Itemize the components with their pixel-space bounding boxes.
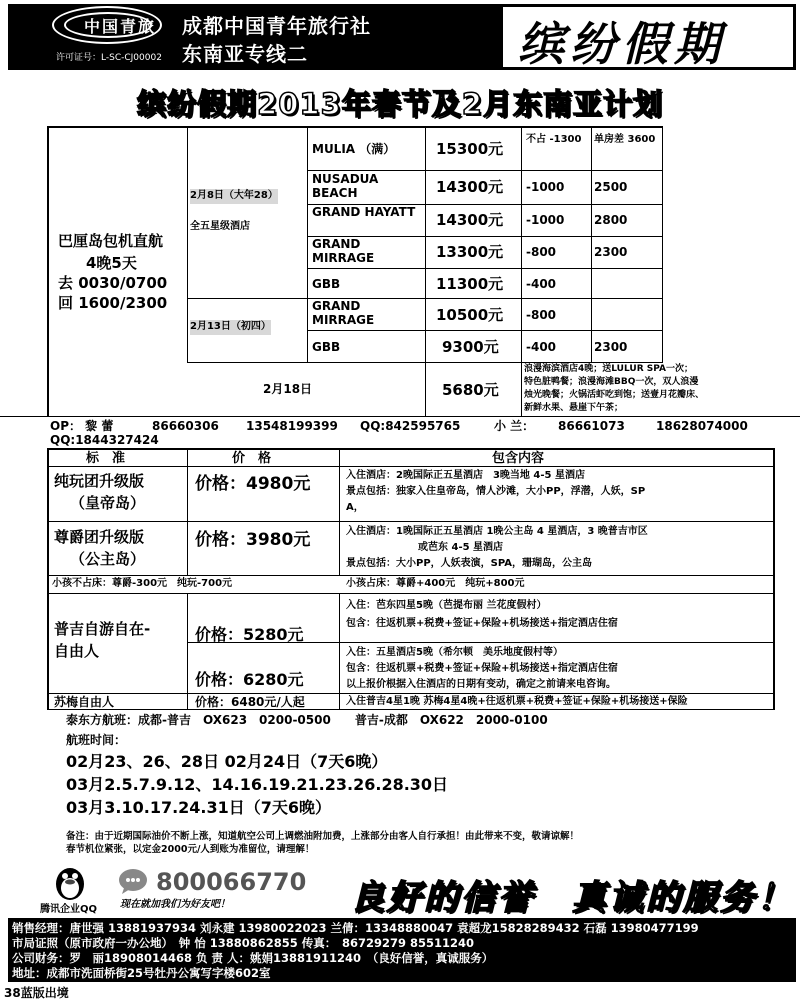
footer-contacts: 公司财务：罗 丽18908014468 负 责 人：姚娟13881911240 （良好信誉，真诚服务） [12,951,494,965]
phone-number: 18628074000 [656,419,748,433]
hotel-name: GBB [312,277,341,291]
special-desc: 浪漫海滨酒店4晚；送LULUR SPA一次； [524,364,693,374]
hotel-level: 全五星级酒店 [190,221,250,232]
table-border [773,448,775,710]
package-subname: 自由人 [54,642,100,660]
package-desc: 包含：往返机票+税费+签证+保险+机场接送+指定酒店住宿 [346,618,618,629]
table-divider [187,593,188,709]
hotel-name: GBB [312,340,341,354]
single-room-supplement: 2300 [594,245,628,259]
package-name: 尊爵团升级版 [54,528,145,546]
hotel-price: 9300元 [442,338,499,356]
phone-number: 13548199399 [246,419,338,433]
package-price: 价格：3980元 [195,530,311,550]
op-contact: OP： 黎 蕾 [50,419,114,433]
hotel-name: GRAND MIRRAGE [312,237,375,266]
column-header: 标 准 [86,451,126,466]
bali-label: 巴厘岛包机直航 [58,232,164,250]
bali-return: 回 1600/2300 [58,294,168,312]
table-divider [47,575,775,576]
flight-label: 航班时间： [66,733,127,747]
flight-dates: 03月2.5.7.9.12、14.16.19.21.23.26.28.30日 [66,775,449,794]
qq-invite: 现在就加我们为好友吧！ [120,899,230,910]
table-divider [307,170,663,171]
table-divider [591,126,592,362]
package-desc: A， [346,502,364,513]
package-price: 价格：4980元 [195,474,311,494]
note-text: 备注：由于近期国际油价不断上涨，知道航空公司上调燃油附加费，上涨部分由客人自行承担！由此带来不变，敬请谅解！ [66,831,580,842]
special-desc: 烛光晚餐；火锅活虾吃到饱；送壹月花瓣床、 [524,390,705,400]
hotel-price: 14300元 [436,178,504,196]
no-bed-discount: -400 [526,340,557,354]
table-border [47,448,49,710]
table-divider [307,126,308,362]
special-desc: 特色脏鸭餐；浪漫海滩BBQ一次，双人浪漫 [524,377,699,387]
table-divider [187,448,188,575]
special-desc: 新鲜水果、悬崖下午茶； [524,403,624,413]
package-desc: 以上报价根据入住酒店的日期有变动，确定之前请来电咨询。 [346,679,616,690]
package-desc: 景点包括：独家入住皇帝岛，情人沙滩，大小PP，浮潜，人妖，SP [346,486,646,497]
table-divider [339,448,340,575]
package-desc: 或芭东 4-5 星酒店 [418,542,504,553]
page-title: 缤纷假期2013年春节及2月东南亚计划 [137,87,663,121]
no-bed-discount: -800 [526,245,557,259]
package-price: 价格：6280元 [195,670,304,689]
table-divider [307,330,663,331]
package-desc: 入住普吉4星1晚 苏梅4星4晚+往返机票+税费+签证+保险+机场接送+保险 [346,696,688,707]
package-desc: 包含：往返机票+税费+签证+保险+机场接送+指定酒店住宿 [346,663,618,674]
logo-text: 中国青旅 [84,17,157,36]
package-name: 纯玩团升级版 [54,472,145,490]
package-subname: （公主岛） [70,550,146,568]
org-department: 东南亚专线二 [182,42,308,66]
bali-date: 2月13日（初四） [190,320,271,335]
single-room-supplement: 2300 [594,340,628,354]
table-border [47,126,663,128]
single-room-supplement: 2500 [594,180,628,194]
bali-duration: 4晚5天 [86,254,137,272]
table-divider [47,521,775,522]
hotel-price: 13300元 [436,243,504,261]
flight-dates: 03月3.10.17.24.31日（7天6晚） [66,798,332,817]
no-bed-discount: 不占 -1300 [526,134,582,145]
flight-dates: 02月23、26、28日 02月24日（7天6晚） [66,752,388,771]
brand-title: 缤纷假期 [518,17,726,71]
column-header: 包含内容 [492,451,545,466]
child-price-note: 小孩不占床：尊爵-300元 纯玩-700元 [52,578,233,589]
no-bed-discount: -1000 [526,180,565,194]
qq-brand: 腾讯企业QQ [40,904,98,915]
column-header: 价 格 [232,451,272,466]
package-name: 普吉自游自在- [54,620,151,638]
hotel-price: 11300元 [436,275,504,293]
company-logo [52,6,162,44]
child-price-note: 小孩占床：尊爵+400元 纯玩+800元 [346,578,525,589]
package-desc: 入住：芭东四星5晚（芭提布丽 兰花度假村） [346,600,547,611]
table-border [47,126,49,416]
hotel-price: 10500元 [436,306,504,324]
table-divider [47,593,775,594]
package-desc: 景点包括：大小PP，人妖表演，SPA，珊瑚岛，公主岛 [346,558,593,569]
no-bed-discount: -1000 [526,213,565,227]
slogan: 良好的信誉 真诚的服务！ [350,878,794,918]
license-number: 许可证号：L-SC-CJ00002 [56,53,162,63]
org-name: 成都中国青年旅行社 [182,14,371,38]
phone-number: 86661073 [558,419,625,433]
package-desc: 入住酒店：2晚国际正五星酒店 3晚当地 4-5 星酒店 [346,470,585,481]
hotel-name: GRAND HAYATT [312,205,416,219]
footer-address: 地址：成都市洗面桥街25号牡丹公寓写字楼602室 [12,966,271,980]
qq-number: QQ:1844327424 [50,433,159,447]
table-divider [307,268,663,269]
hotel-price: 15300元 [436,140,504,158]
table-divider [47,693,775,694]
qq-number: QQ:842595765 [360,419,461,433]
package-price: 价格：6480元/人起 [195,695,305,709]
hotel-name: MULIA （满） [312,142,396,156]
footer-contacts: 市局证照（原市政府一办公地） 钟 怡 13880862855 传真： 86729279 85511240 [12,936,475,950]
bali-date: 2月18日 [263,382,313,396]
contact-name: 小 兰： [494,419,535,433]
page-number: 38蓝版出境 [4,986,69,1000]
table-divider [0,416,800,417]
bali-date: 2月8日（大年28） [190,189,278,204]
package-name: 苏梅自由人 [54,695,115,709]
package-subname: （皇帝岛） [70,494,146,512]
hotel-name: NUSADUA BEACH [312,172,379,201]
phone-number: 86660306 [152,419,219,433]
qq-number: 800066770 [156,868,307,896]
special-price: 5680元 [442,381,499,399]
flight-info: 泰东方航班：成都-普吉 OX623 0200-0500 普吉-成都 OX622 2000-0100 [66,713,548,727]
no-bed-discount: -800 [526,308,557,322]
table-divider [47,466,775,467]
hotel-price: 14300元 [436,211,504,229]
table-divider [339,593,340,709]
no-bed-discount: -400 [526,277,557,291]
table-divider [187,298,663,299]
package-price: 价格：5280元 [195,625,304,644]
single-room-supplement: 单房差 3600 [594,134,656,145]
hotel-name: GRAND MIRRAGE [312,299,375,328]
package-desc: 入住：五星酒店5晚（希尔顿 美乐地度假村等） [346,647,563,658]
package-desc: 入住酒店：1晚国际正五星酒店 1晚公主岛 4 星酒店，3 晚普吉市区 [346,526,648,537]
qq-penguin-icon [52,862,88,902]
table-divider [662,126,663,362]
bali-outbound: 去 0030/0700 [58,274,168,292]
single-room-supplement: 2800 [594,213,628,227]
note-text: 春节机位紧张，以定金2000元/人到账为准留位，请理解！ [66,844,315,855]
chat-bubble-icon [118,868,148,894]
table-divider [187,126,188,362]
table-border [47,448,775,450]
footer-contacts: 销售经理：唐世强 13881937934 刘永建 13980022023 兰倩：13348880047 袁超龙15828289432 石磊 13980477199 [12,921,699,935]
